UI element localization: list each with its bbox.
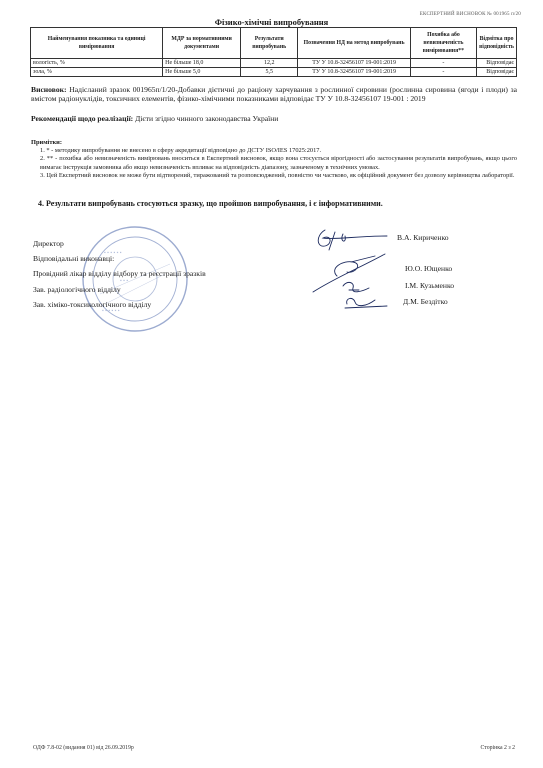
signature-role: Зав. хіміко-токсикологічного відділу <box>33 300 152 309</box>
table-cell: зола, % <box>31 68 163 77</box>
signature-role: Відповідальні виконавці: <box>33 254 115 263</box>
note-item: 2. ** - похибка або невизначеність вимірювань вноситься в Експертний висновок, якщо вона стосується вірогідності або застосування результатів випробувань, якщо цього вимагає інструкція замовника або якщо невизначеність впливає на відповідність діапазону, зазначеному в технічних умовах. <box>40 155 517 171</box>
table-cell: вологість, % <box>31 59 163 68</box>
recommendation-text: Дієти згідно чинного законодавства України <box>135 114 279 123</box>
signature-role: Провідний лікар відділу відбору та реєстрації зразків <box>33 269 206 278</box>
svg-text:▪ ▪ ▪ ▪ ▪ ▪: ▪ ▪ ▪ ▪ ▪ ▪ <box>102 308 120 314</box>
official-stamp <box>80 224 190 334</box>
results-table <box>30 27 517 77</box>
notes-title: Примітки: <box>31 139 62 146</box>
table-header-row <box>31 28 517 59</box>
conclusion-text: Надісланий зразок 001965п/1/20-Добавки дієтичні до раціону харчування з рослинної сировини (рослинна сировина (ягоди і плоди) за вмістом радіонуклідів, токсичних елементів, фізико-хімічними показниками відповідає ТУ У 10.8-32456107 19-001 : 2019 <box>31 85 517 104</box>
table-cell: 12,2 <box>241 59 298 68</box>
column-header: Результати випробувань <box>241 28 298 59</box>
table-cell: Не більше 18,0 <box>163 59 241 68</box>
note-item: 1. * - методику випробування не внесено в сферу акредитації відповідно до ДСТУ ISO/IES 17025:2017. <box>40 147 322 155</box>
column-header: Відмітка про відповідність <box>477 28 517 59</box>
table-cell: - <box>410 68 476 77</box>
signatory-name: І.М. Кузьменко <box>405 281 455 290</box>
table-cell: - <box>410 59 476 68</box>
table-cell: ТУ У 10.8-32456107 19-001:2019 <box>298 59 410 68</box>
column-header: Похибка або невизначеність вимірювання** <box>410 28 476 59</box>
recommendation-paragraph <box>31 114 517 123</box>
column-header: Позначення НД на метод випробувань <box>298 28 410 59</box>
conclusion-paragraph <box>31 85 517 104</box>
document-reference: ЕКСПЕРТНИЙ ВИСНОВОК № 001965 п/20 <box>419 12 521 17</box>
notes-block <box>31 139 517 180</box>
svg-text:▪ ▪ ▪: ▪ ▪ ▪ <box>120 278 129 284</box>
signatory-name: В.А. Кириченко <box>397 233 449 242</box>
conclusion-label: Висновок: <box>31 85 67 94</box>
table-row <box>31 68 517 77</box>
signatory-name: Ю.О. Ющенко <box>405 264 453 273</box>
signature-role: Зав. радіологічного відділу <box>33 285 121 294</box>
column-header: Найменування показника та одиниці вимірювання <box>31 28 163 59</box>
signature-role: Директор <box>33 239 64 248</box>
column-header: МДР за нормативними документами <box>163 28 241 59</box>
handwritten-signatures <box>295 222 405 317</box>
table-row <box>31 59 517 68</box>
table-cell: ТУ У 10.8-32456107 19-001:2019 <box>298 68 410 77</box>
section-title: Фізико-хімічні випробування <box>214 17 329 27</box>
recommendation-label: Рекомендації щодо реалізації: <box>31 114 134 123</box>
table-cell: Відповідає <box>477 68 517 77</box>
table-cell: 5,5 <box>241 68 298 77</box>
note-item-informative: 4. Результати випробувань стосуються зразку, що пройшов випробування, і є інформативними. <box>38 199 383 208</box>
table-cell: Не більше 5,0 <box>163 68 241 77</box>
svg-text:▪ ▪ ▪ ▪ ▪ ▪: ▪ ▪ ▪ ▪ ▪ ▪ <box>104 250 122 256</box>
table-cell: Відповідає <box>477 59 517 68</box>
signatory-name: Д.М. Бездітко <box>403 297 448 306</box>
footer-form-code: ОДФ 7.8-02 (видання 01) від 26.09.2019р <box>33 745 134 751</box>
page-number: Сторінка 2 з 2 <box>480 745 515 751</box>
note-item: 3. Цей Експертний висновок не може бути відтворений, тиражований та розповсюджений, повністю чи частково, як офіційний документ без дозволу керівництва лабораторії. <box>40 171 515 179</box>
